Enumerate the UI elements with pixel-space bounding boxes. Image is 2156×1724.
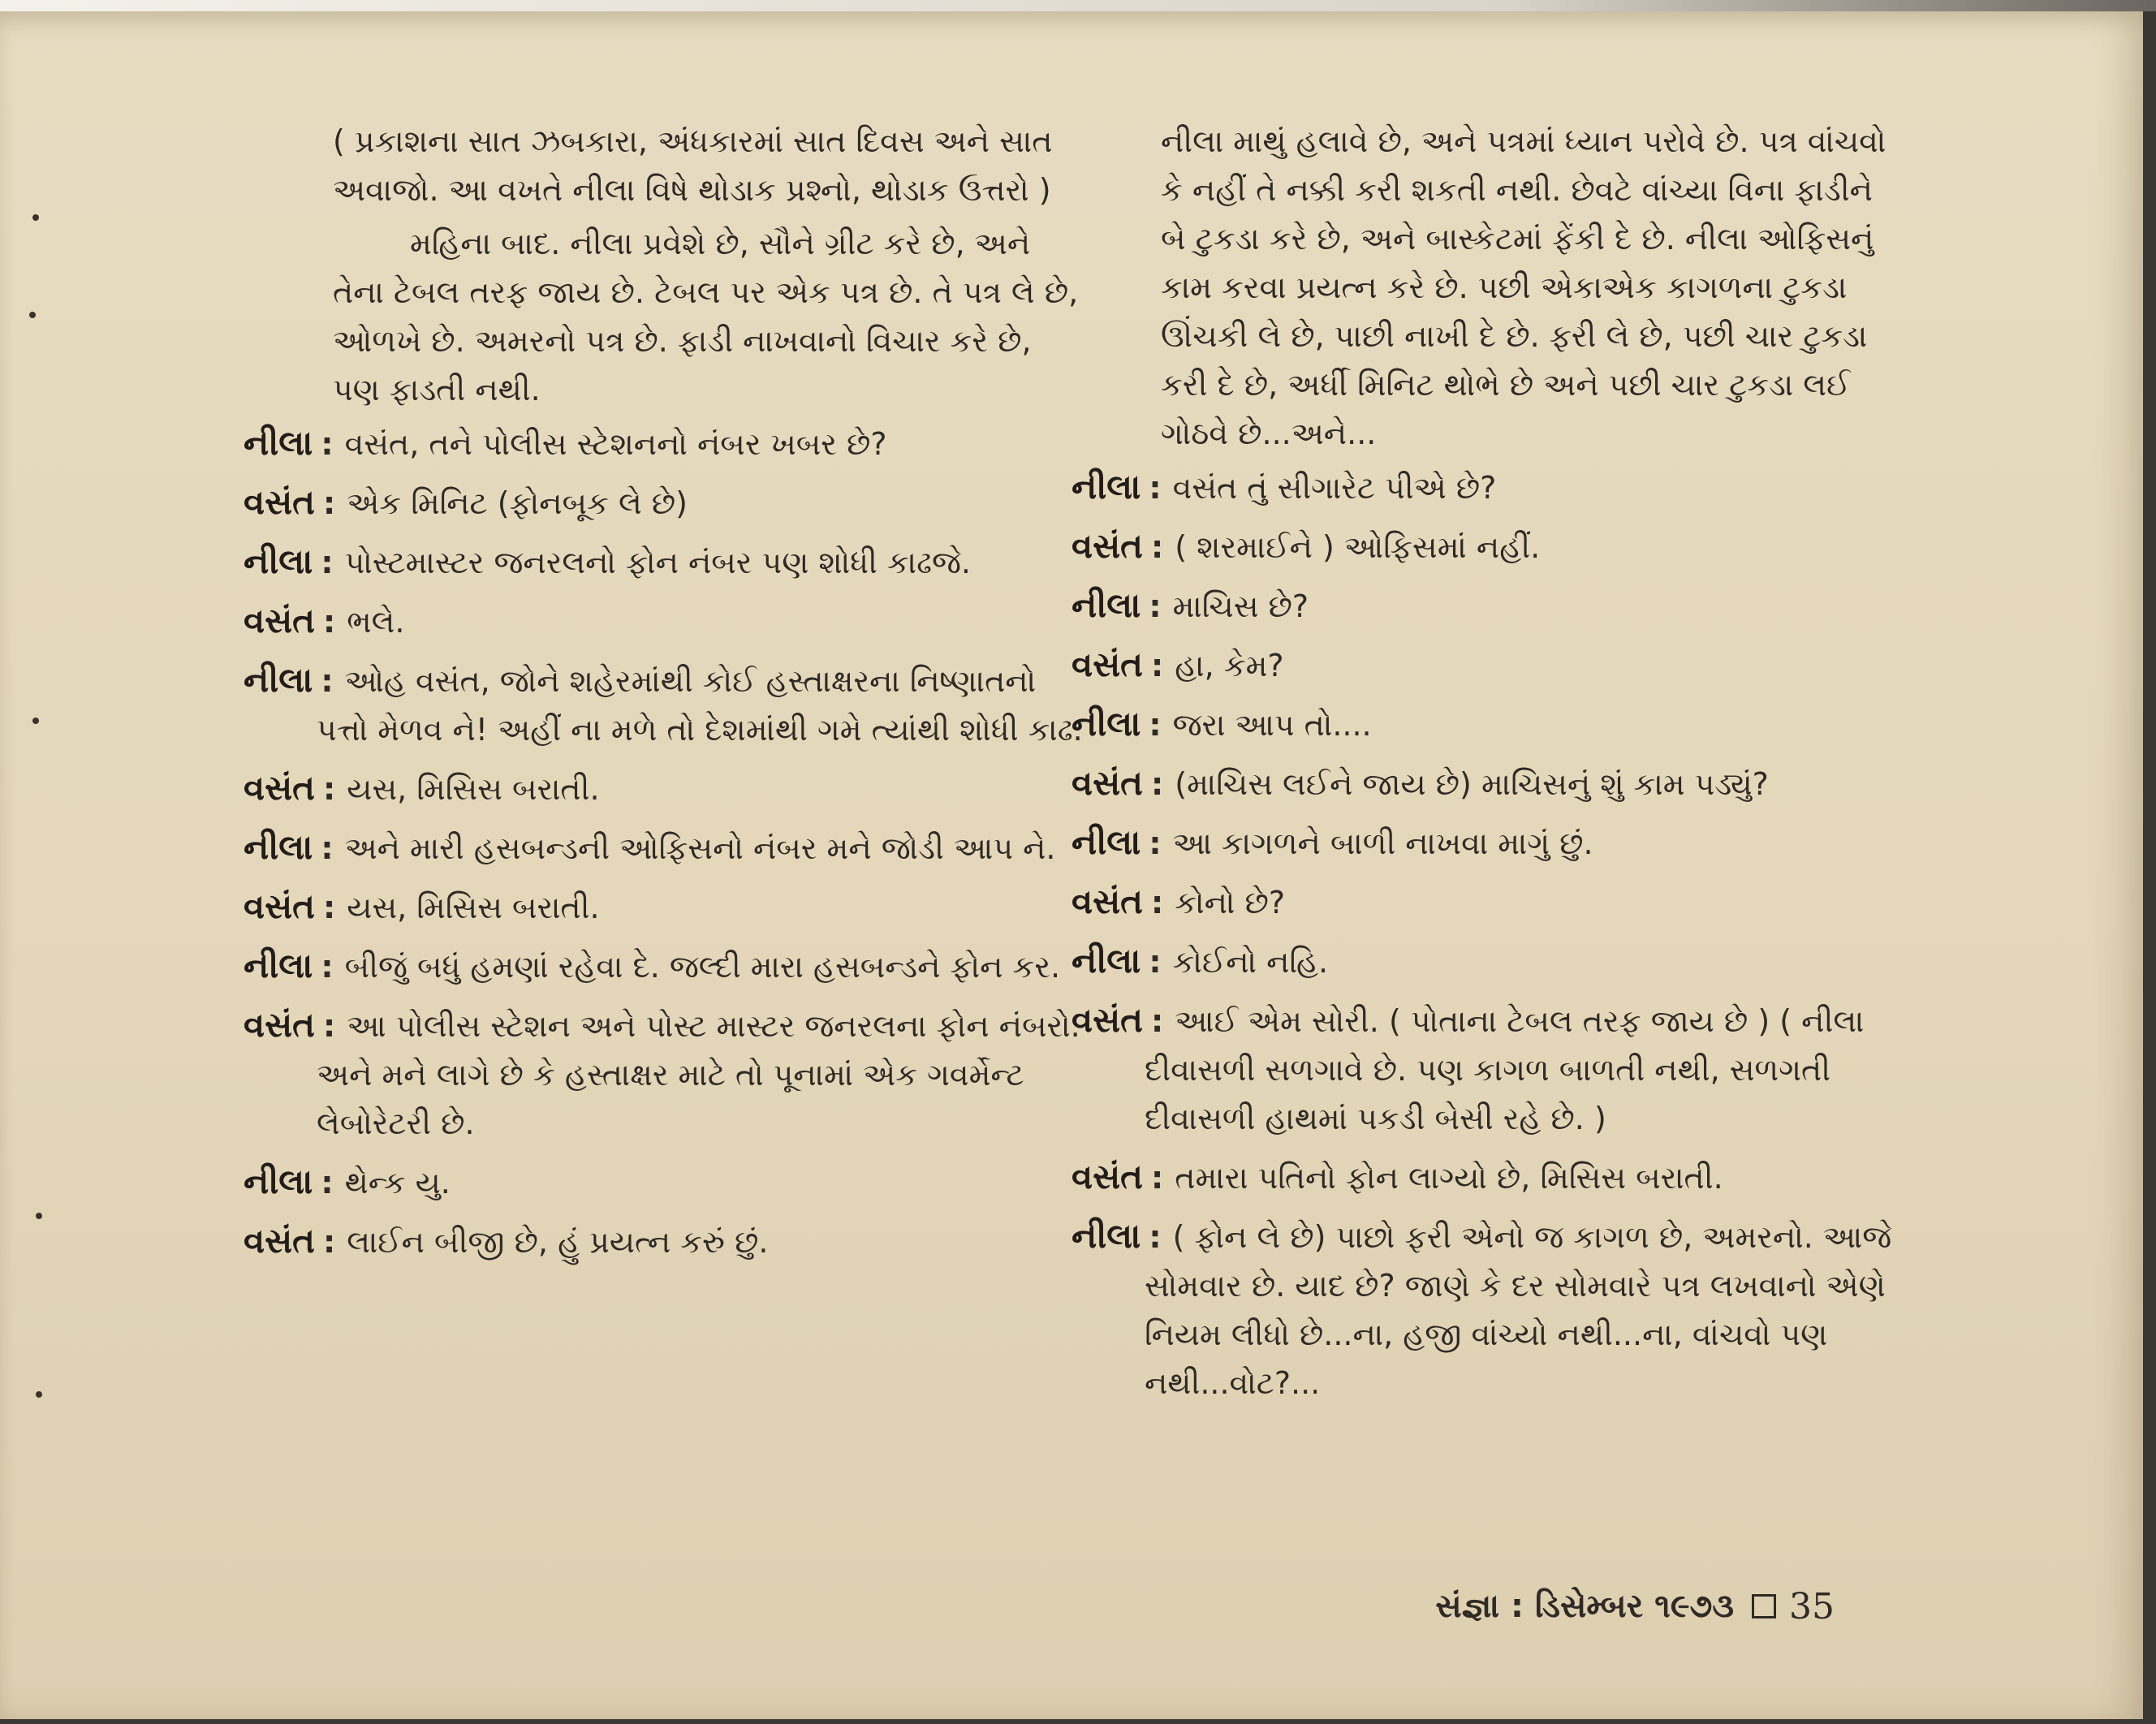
dialogue-line — [1072, 818, 1899, 868]
dialogue-text: આ પોલીસ સ્ટેશન અને પોસ્ટ માસ્ટર જનરલના ફોન નંબરો. અને મને લાગે છે કે હસ્તાક્ષર માટે તો પૂનામાં એક ગવર્મેન્ટ લેબોરેટરી છે. — [317, 1008, 1080, 1141]
speaker-separator: : — [1151, 648, 1164, 683]
dialogue-line — [244, 1001, 1088, 1148]
speaker-name: વસંત — [1072, 644, 1144, 684]
speaker-separator: : — [1149, 825, 1162, 861]
dialogue-line — [244, 823, 1088, 873]
binding-mark — [32, 718, 39, 724]
speaker-separator: : — [323, 1008, 336, 1044]
stage-direction — [1072, 117, 1899, 458]
speaker-separator: : — [1149, 707, 1162, 743]
speaker-name: વસંત — [244, 886, 316, 926]
speaker-separator: : — [1151, 1003, 1164, 1039]
dialogue-text: આઈ એમ સોરી. ( પોતાના ટેબલ તરફ જાય છે ) ( નીલા દીવાસળી સળગાવે છે. પણ કાગળ બાળતી નથી, સળગતી દીવાસળી હાથમાં પકડી બેસી રહે છે. ) — [1145, 1003, 1865, 1136]
dialogue-text: યસ, મિસિસ બરાતી. — [347, 890, 600, 925]
speaker-name: વસંત — [1072, 526, 1144, 566]
dialogue-line — [1072, 463, 1899, 512]
dialogue-line — [244, 764, 1088, 813]
dialogue-line — [1072, 640, 1899, 690]
speaker-separator: : — [321, 663, 334, 699]
speaker-name: વસંત — [1072, 1157, 1144, 1196]
dialogue-line — [244, 1217, 1088, 1266]
speaker-separator: : — [1151, 766, 1164, 802]
speaker-name: વસંત — [244, 1005, 316, 1045]
speaker-separator: : — [1151, 1160, 1164, 1196]
dialogue-line — [1072, 996, 1899, 1143]
binding-mark — [36, 1213, 42, 1219]
dialogue-line — [244, 1157, 1088, 1207]
speaker-name: નીલા — [1072, 585, 1141, 625]
speaker-name: વસંત — [244, 482, 316, 522]
speaker-separator: : — [321, 830, 334, 866]
binding-mark — [29, 312, 36, 318]
dialogue-line — [1072, 1153, 1899, 1202]
dialogue-line — [1072, 877, 1899, 927]
speaker-separator: : — [323, 771, 336, 807]
speaker-name: વસંત — [244, 768, 316, 808]
speaker-name: નીલા — [244, 946, 313, 985]
binding-mark — [36, 1391, 42, 1398]
dialogue-line — [244, 942, 1088, 991]
dialogue-line — [1072, 1212, 1899, 1407]
dialogue-text: વસંત, તને પોલીસ સ્ટેશનનો નંબર ખબર છે? — [344, 426, 887, 462]
dialogue-text: બીજું બધું હમણાં રહેવા દે. જલ્દી મારા હસબન્ડને ફોન કર. — [344, 949, 1061, 985]
dialogue-line — [1072, 522, 1899, 571]
dialogue-text: કોઈનો નહિ. — [1172, 944, 1329, 980]
dialogue-line — [1072, 937, 1899, 986]
stage-direction — [244, 219, 1088, 414]
speaker-name: વસંત — [1072, 763, 1144, 803]
speaker-separator: : — [321, 545, 334, 580]
dialogue-line — [1072, 759, 1899, 808]
dialogue-line — [1072, 581, 1899, 631]
speaker-name: વસંત — [244, 601, 316, 640]
square-icon — [1752, 1594, 1776, 1618]
dialogue-text: અને મારી હસબન્ડની ઓફિસનો નંબર મને જોડી આપ ને. — [344, 830, 1056, 866]
speaker-name: નીલા — [244, 827, 313, 867]
dialogue-text: માચિસ છે? — [1172, 588, 1309, 624]
speaker-name: વસંત — [1072, 881, 1144, 921]
page-number: 35 — [1789, 1585, 1835, 1627]
speaker-name: વસંત — [244, 1221, 316, 1261]
magazine-page — [0, 11, 2143, 1719]
dialogue-text: ઓહ વસંત, જોને શહેરમાંથી કોઈ હસ્તાક્ષરના નિષ્ણાતનો પત્તો મેળવ ને! અહીં ના મળે તો દેશમાંથી ગમે ત્યાંથી શોધી કાઢ. — [317, 663, 1083, 748]
speaker-name: નીલા — [1072, 467, 1141, 506]
speaker-name: નીલા — [1072, 704, 1141, 743]
speaker-separator: : — [1149, 470, 1162, 506]
dialogue-text: પોસ્ટમાસ્ટર જનરલનો ફોન નંબર પણ શોધી કાઢજે. — [344, 545, 972, 580]
speaker-name: નીલા — [1072, 941, 1141, 981]
speaker-name: નીલા — [1072, 1216, 1141, 1256]
speaker-name: નીલા — [244, 1162, 313, 1201]
speaker-separator: : — [323, 1224, 336, 1260]
speaker-separator: : — [321, 949, 334, 985]
left-column — [244, 117, 1088, 1276]
dialogue-text: વસંત તું સીગારેટ પીએ છે? — [1172, 470, 1497, 506]
magazine-issue: સંજ્ઞા : ડિસેમ્બર ૧૯૭૩ — [1435, 1588, 1734, 1625]
dialogue-text: ( ફોન લે છે) પાછો ફરી એનો જ કાગળ છે, અમરનો. આજે સોમવાર છે. યાદ છે? જાણે કે દર સોમવારે પત્ર લખવાનો એણે નિયમ લીધો છે...ના, હજી વાંચ્યો નથી...ના, વાંચવો પણ નથી...વોટ?... — [1145, 1219, 1892, 1401]
speaker-name: નીલા — [244, 423, 313, 463]
speaker-separator: : — [1151, 529, 1164, 565]
dialogue-text: ભલે. — [347, 604, 405, 640]
dialogue-line — [244, 419, 1088, 468]
dialogue-text: જરા આપ તો.... — [1172, 707, 1372, 743]
right-column — [1072, 117, 1899, 1417]
speaker-separator: : — [1151, 885, 1164, 920]
speaker-name: નીલા — [244, 541, 313, 581]
speaker-separator: : — [1149, 588, 1162, 624]
speaker-name: નીલા — [244, 660, 313, 700]
dialogue-text: (માચિસ લઈને જાય છે) માચિસનું શું કામ પડ્યું? — [1175, 766, 1769, 802]
dialogue-text: આ કાગળને બાળી નાખવા માગું છું. — [1172, 825, 1593, 861]
stage-direction-text: મહિના બાદ. નીલા પ્રવેશે છે, સૌને ગ્રીટ કરે છે, અને તેના ટેબલ તરફ જાય છે. ટેબલ પર એક પત્ર છે. તે પત્ર લે છે, ઓળખે છે. અમરનો પત્ર છે. ફાડી નાખવાનો વિચાર કરે છે, પણ ફાડતી નથી. — [333, 226, 1079, 407]
dialogue-text: એક મિનિટ (ફોનબૂક લે છે) — [347, 485, 688, 521]
binding-mark — [32, 214, 39, 221]
dialogue-text: તમારા પતિનો ફોન લાગ્યો છે, મિસિસ બરાતી. — [1175, 1160, 1723, 1196]
stage-direction — [244, 117, 1088, 214]
dialogue-text: હા, કેમ? — [1175, 648, 1284, 683]
page-footer — [1380, 1582, 1835, 1631]
speaker-separator: : — [323, 604, 336, 640]
speaker-separator: : — [1149, 1219, 1162, 1255]
dialogue-text: થેન્ક યુ. — [344, 1165, 451, 1200]
speaker-separator: : — [321, 1165, 334, 1200]
dialogue-text: ( શરમાઈને ) ઓફિસમાં નહીં. — [1175, 529, 1541, 565]
speaker-name: નીલા — [1072, 822, 1141, 862]
dialogue-text: યસ, મિસિસ બરાતી. — [347, 771, 600, 807]
stage-direction-text: નીલા માથું હલાવે છે, અને પત્રમાં ધ્યાન પરોવે છે. પત્ર વાંચવો કે નહીં તે નક્કી કરી શકતી નથી. છેવટે વાંચ્યા વિના ફાડીને બે ટુકડા કરે છે, અને બાસ્કેટમાં ફેંકી દે છે. નીલા ઓફિસનું કામ કરવા પ્રયત્ન કરે છે. પછી એકાએક કાગળના ટુકડા ઊંચકી લે છે, પાછી નાખી દે છે. ફરી લે છે, પછી ચાર ટુકડા કરી દે છે, અર્ધી મિનિટ થોભે છે અને પછી ચાર ટુકડા લઈ ગોઠવે છે...અને... — [1161, 123, 1886, 451]
scan-top-edge — [0, 0, 2156, 11]
speaker-separator: : — [323, 485, 336, 521]
speaker-separator: : — [323, 890, 336, 925]
dialogue-line — [244, 597, 1088, 646]
dialogue-line — [244, 882, 1088, 932]
dialogue-text: કોનો છે? — [1175, 885, 1286, 920]
dialogue-line — [244, 537, 1088, 587]
dialogue-line — [244, 656, 1088, 754]
speaker-separator: : — [321, 426, 334, 462]
speaker-separator: : — [1149, 944, 1162, 980]
stage-direction-text: ( પ્રકાશના સાત ઝબકારા, અંધકારમાં સાત દિવસ અને સાત અવાજો. આ વખતે નીલા વિષે થોડાક પ્રશ્નો, થોડાક ઉત્તરો ) — [333, 123, 1053, 208]
speaker-name: વસંત — [1072, 1000, 1144, 1040]
dialogue-line — [244, 478, 1088, 528]
dialogue-text: લાઈન બીજી છે, હું પ્રયત્ન કરું છું. — [347, 1224, 769, 1260]
dialogue-line — [1072, 700, 1899, 749]
